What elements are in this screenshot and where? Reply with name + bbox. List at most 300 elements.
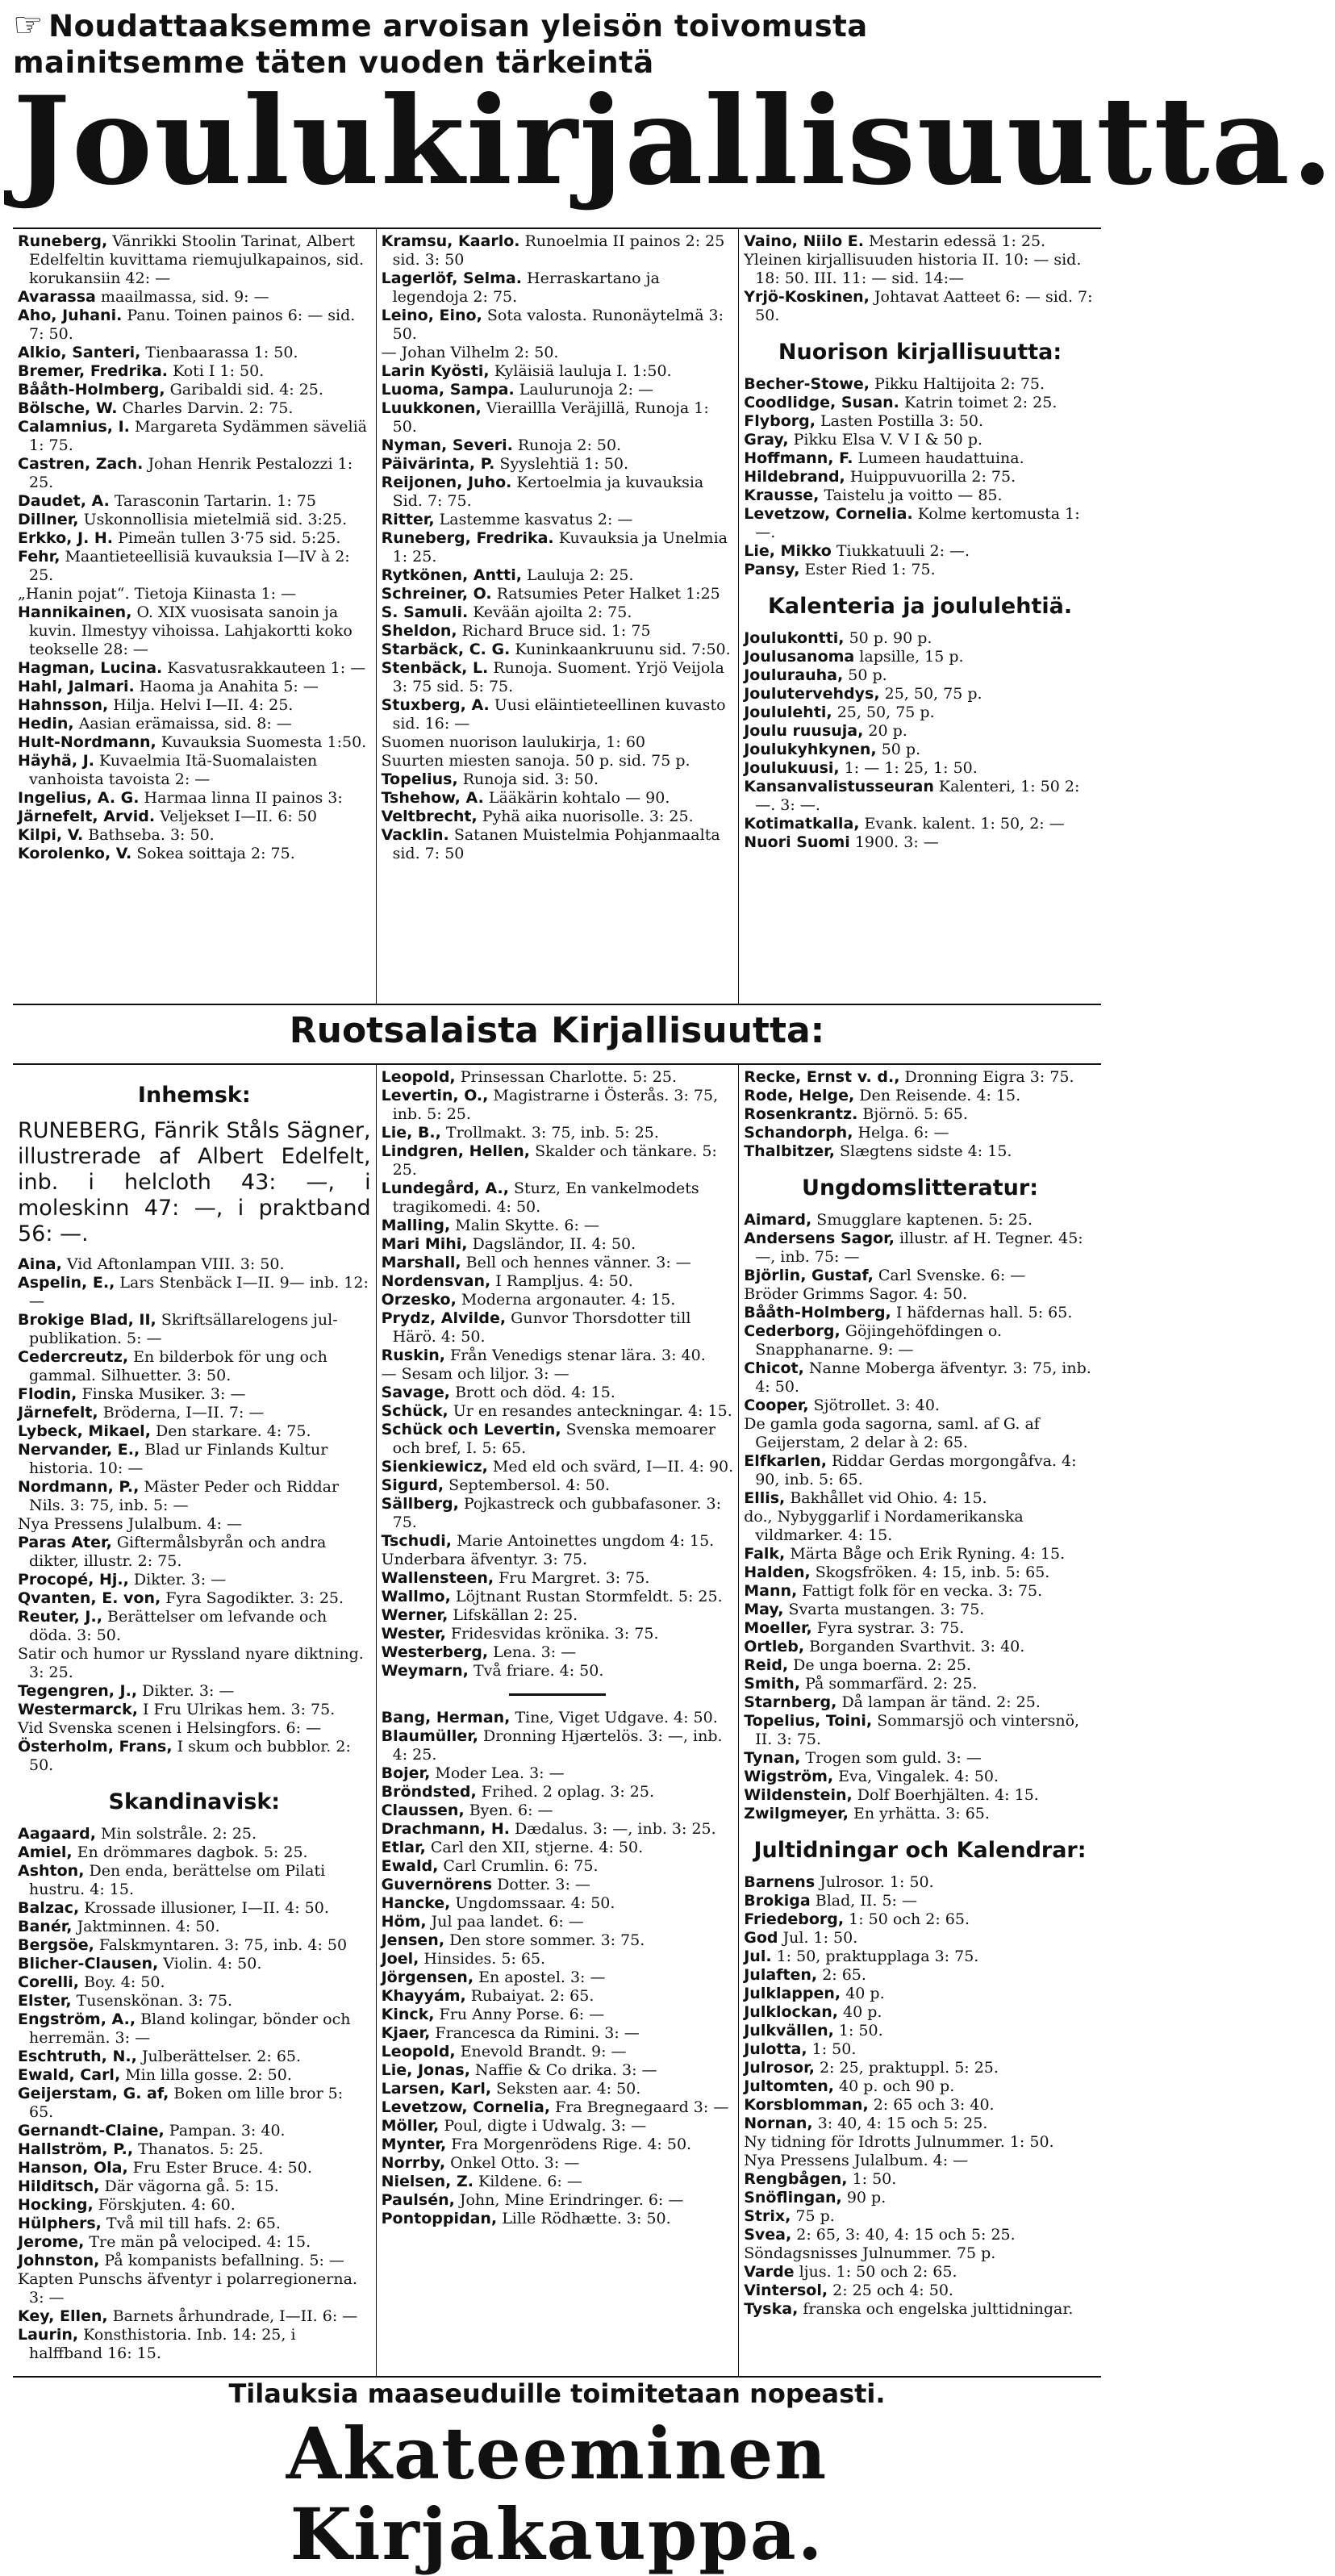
author-name: Hülphers, (18, 2215, 102, 2232)
entry-text: Bakhållet vid Ohio. 4: 15. (790, 1489, 987, 1507)
list-item (744, 2282, 1096, 2300)
entry-text: Ur en resandes anteckningar. 4: 15. (453, 1402, 732, 1420)
list-item (18, 826, 371, 845)
entry-text: Den Reisende. 4: 15. (859, 1087, 1021, 1104)
list-item (382, 1458, 734, 1476)
author-name: Drachmann, H. (381, 1820, 510, 1838)
author-name: Joulu ruusuja, (744, 722, 864, 740)
entry-text: Bröder Grimms Sagor. 4: 50. (744, 1285, 968, 1303)
entry-text: I skum och bubblor. 2: 50. (29, 1738, 351, 1774)
entry-text: Dædalus. 3: —, inb. 3: 25. (515, 1820, 716, 1838)
list-item (744, 1415, 1096, 1452)
list-item (744, 232, 1096, 251)
entry-text: Julberättelser. 2: 65. (141, 2048, 302, 2065)
author-name: Geijerstam, G. af, (18, 2085, 169, 2102)
entry-text: Sota valosta. Runonäytelmä 3: 50. (392, 307, 724, 343)
entry-text: Vid Aftonlampan VIII. 3: 50. (66, 1255, 285, 1273)
list-item (744, 703, 1096, 722)
author-name: Schandorph, (744, 1124, 853, 1142)
author-name: Hancke, (381, 1894, 451, 1912)
entry-text: Sjötrollet. 3: 40. (813, 1397, 940, 1414)
entry-text: Ester Ried 1: 75. (804, 561, 936, 578)
list-item (744, 1489, 1096, 1508)
entry-text: Blad, II. 5: — (815, 1892, 917, 1910)
list-item (382, 696, 734, 733)
list-item (744, 1105, 1096, 1124)
entry-text: Skalder och tänkare. 5: 25. (392, 1142, 717, 1179)
entry-text: Kildene. 6: — (478, 2173, 582, 2190)
entry-text: Bland kolingar, bönder och herremän. 3: — (29, 2010, 351, 2047)
list-item (382, 603, 734, 622)
author-name: Claussen, (381, 1802, 465, 1819)
list-item (744, 1508, 1096, 1545)
author-name: Yrjö-Koskinen, (744, 288, 870, 306)
list-item (744, 1892, 1096, 1910)
list-item (18, 1973, 371, 1992)
author-name: Aagaard, (18, 1825, 96, 1843)
youth-literature-list (744, 375, 1096, 579)
author-name: Tshehow, A. (381, 789, 484, 807)
entry-text: Fru Margret. 3: 75. (499, 1569, 650, 1587)
entry-text: Aasian erämaissa, sid. 8: — (78, 715, 292, 733)
entry-text: Den store sommer. 3: 75. (449, 1931, 645, 1949)
author-name: Runeberg, (18, 232, 108, 250)
author-name: Chicot, (744, 1359, 804, 1377)
author-name: Kramsu, Kaarlo. (381, 232, 520, 250)
list-item (744, 2152, 1096, 2170)
author-name: Hanson, Ola, (18, 2159, 128, 2177)
author-name: Ruskin, (381, 1346, 445, 1364)
youth-literature-heading: Nuorison kirjallisuutta: (778, 340, 1062, 365)
list-item (382, 641, 734, 659)
entry-text: 1: 50, praktupplaga 3: 75. (776, 1948, 979, 1965)
author-name: Gray, (744, 431, 789, 449)
list-item (382, 1625, 734, 1643)
list-item (382, 2136, 734, 2154)
entry-text: 50 p. (848, 666, 887, 684)
list-item (744, 2040, 1096, 2059)
author-name: Tegengren, J., (18, 1682, 138, 1700)
list-item (382, 1384, 734, 1402)
list-item (18, 1348, 371, 1385)
entry-text: Dikter. 3: — (142, 1682, 235, 1700)
author-name: Lie, B., (381, 1124, 441, 1142)
skandinavisk-list (18, 1825, 371, 2363)
entry-text: Violin. 4: 50. (163, 1955, 262, 1973)
list-item (18, 715, 371, 733)
entry-text: 2: 65. (822, 1966, 866, 1984)
author-name: Key, Ellen, (18, 2307, 108, 2325)
list-item (382, 2024, 734, 2043)
list-item (744, 468, 1096, 486)
list-item (382, 2061, 734, 2080)
list-item (744, 1966, 1096, 1985)
entry-text: — Sesam och liljor. 3: — (381, 1365, 569, 1383)
list-item (382, 1365, 734, 1384)
list-item (18, 399, 371, 418)
entry-text: Min lilla gosse. 2: 50. (125, 2066, 292, 2084)
list-item (18, 678, 371, 696)
author-name: Kjaer, (381, 2024, 431, 2042)
list-item (18, 1274, 371, 1311)
entry-text: lapsille, 15 p. (859, 648, 964, 666)
author-name: Krausse, (744, 486, 820, 504)
list-item (744, 1638, 1096, 1656)
list-item (18, 2010, 371, 2048)
list-item (382, 362, 734, 381)
author-name: Engström, A., (18, 2010, 136, 2028)
author-name: Topelius, (381, 770, 458, 788)
author-name: Paras Ater, (18, 1534, 112, 1551)
author-name: Ewald, (381, 1857, 439, 1875)
list-item (382, 566, 734, 585)
list-item (382, 474, 734, 511)
swedish-list-3 (744, 1068, 1096, 1161)
list-item (18, 2159, 371, 2177)
list-item (18, 2215, 371, 2233)
list-item (18, 1992, 371, 2010)
list-item (18, 1918, 371, 1936)
author-name: Jerome, (18, 2233, 85, 2251)
author-name: Wildenstein, (744, 1786, 853, 1804)
author-name: Cooper, (744, 1397, 809, 1414)
list-item (382, 1569, 734, 1588)
entry-text: I häfdernas hall. 5: 65. (895, 1304, 1073, 1321)
author-name: Häyhä, J. (18, 752, 94, 770)
author-name: Aina, (18, 1255, 62, 1273)
entry-text: Dronning Hjærtelös. 3: —, inb. 4: 25. (392, 1727, 723, 1764)
entry-text: Sturz, En vankelmodets tragikomedi. 4: 50. (392, 1179, 699, 1216)
list-item (744, 833, 1096, 852)
author-name: Lundegård, A., (381, 1179, 509, 1197)
entry-text: Veljekset I—II. 6: 50 (160, 808, 318, 825)
entry-text: Runoja sid. 3: 50. (462, 770, 599, 788)
list-item (382, 2080, 734, 2098)
entry-text: Suomen nuorison laulukirja, 1: 60 (381, 733, 646, 751)
list-item (382, 1254, 734, 1272)
author-name: Gernandt-Claine, (18, 2122, 165, 2140)
author-name: Blicher-Clausen, (18, 1955, 159, 1973)
list-item (744, 505, 1096, 542)
list-item (18, 1311, 371, 1348)
entry-text: Sommarsjö och vintersnö, II. 3: 75. (755, 1712, 1080, 1748)
entry-text: En apostel. 3: — (478, 1969, 606, 1986)
youth-literature-sv-heading: Ungdomslitteratur: (802, 1175, 1038, 1200)
list-item (382, 269, 734, 307)
entry-text: 1: — 1: 25, 1: 50. (844, 759, 978, 777)
entry-text: Kyläisiä lauluja I. 1:50. (494, 362, 672, 380)
list-item (744, 412, 1096, 431)
list-item (744, 394, 1096, 412)
entry-text: Carl Svenske. 6: — (878, 1267, 1026, 1284)
entry-text: Eva, Vingalek. 4: 50. (838, 1768, 999, 1785)
runeberg-feature: RUNEBERG, Fänrik Ståls Sägner, illustrerade af Albert Edelfelt, inb. i helcloth 43: —, i moleskinn 47: —, i praktband 56: —. (18, 1118, 371, 1246)
author-name: Levetzow, Cornelia, (381, 2098, 551, 2116)
author-name: Etlar, (381, 1839, 426, 1856)
author-name: Starbäck, C. G. (381, 641, 511, 658)
entry-text: Kuvauksia Suomesta 1:50. (161, 733, 367, 751)
author-name: Dillner, (18, 511, 79, 528)
entry-text: Marie Antoinettes ungdom 4: 15. (457, 1532, 715, 1550)
list-item (18, 529, 371, 548)
list-item (382, 1309, 734, 1346)
swedish-list-2 (382, 1068, 734, 1680)
entry-text: Huippuvuorilla 2: 75. (849, 468, 1016, 486)
entry-text: Boken om lille bror 5: 65. (29, 2085, 344, 2121)
author-name: Weymarn, (381, 1662, 469, 1680)
author-name: Julklockan, (744, 2003, 838, 2021)
author-name: Ellis, (744, 1489, 786, 1507)
list-item (744, 2189, 1096, 2207)
entry-text: O. XIX vuosisata sanoin ja kuvin. Ilmestyy vihoissa. Lahjakortti koko teokselle 28: — (29, 603, 353, 658)
entry-text: Söndagsnisses Julnummer. 75 p. (744, 2244, 996, 2262)
entry-text: Richard Bruce sid. 1: 75 (461, 622, 651, 640)
entry-text: Seksten aar. 4: 50. (496, 2080, 641, 2098)
entry-text: Pyhä aika nuorisolle. 3: 25. (482, 808, 694, 825)
entry-text: Tarasconin Tartarin. 1: 75 (114, 492, 316, 510)
author-name: Veltbrecht, (381, 808, 478, 825)
entry-text: Lumeen haudattuina. (857, 449, 1024, 467)
entry-text: Förskjuten. 4: 60. (98, 2196, 236, 2214)
author-name: Pontoppidan, (381, 2210, 498, 2227)
list-item (382, 1931, 734, 1950)
author-name: Järnefelt, (18, 1404, 98, 1422)
list-item (744, 486, 1096, 505)
swedish-literature-heading: Ruotsalaista Kirjallisuutta: (13, 1004, 1101, 1063)
list-item (18, 232, 371, 288)
author-name: Schreiner, O. (381, 585, 492, 603)
author-name: Järnefelt, Arvid. (18, 808, 156, 825)
author-name: Smith, (744, 1675, 801, 1693)
entry-text: Lars Stenbäck I—II. 9— inb. 12: — (29, 1274, 369, 1310)
list-item (382, 1820, 734, 1839)
author-name: Flyborg, (744, 412, 816, 430)
list-item (382, 1969, 734, 1987)
author-name: Leopold, (381, 1068, 456, 1086)
list-item (744, 759, 1096, 778)
list-item (18, 1441, 371, 1478)
entry-text: Jaktminnen. 4: 50. (77, 1918, 220, 1935)
author-name: Julkvällen, (744, 2022, 834, 2040)
entry-text: Kolme kertomusta 1: —. (755, 505, 1080, 541)
author-name: Sällberg, (381, 1495, 459, 1513)
list-item (18, 492, 371, 511)
list-item (382, 1068, 734, 1087)
entry-text: Fru Ester Bruce. 4: 50. (132, 2159, 312, 2177)
list-item (744, 1545, 1096, 1564)
list-item (744, 1693, 1096, 1712)
entry-text: Harmaa linna II painos 3: (144, 789, 343, 807)
entry-text: Moder Lea. 3: — (435, 1764, 565, 1782)
list-item (744, 1675, 1096, 1693)
list-item (18, 2196, 371, 2215)
author-name: Nyman, Severi. (381, 436, 513, 454)
list-item (744, 629, 1096, 648)
entry-text: Fattigt folk för en vecka. 3: 75. (802, 1582, 1043, 1600)
finnish-column-3-list (744, 232, 1096, 325)
list-item (382, 1913, 734, 1931)
author-name: Aimard, (744, 1211, 812, 1229)
list-item (744, 1068, 1096, 1087)
author-name: Brokiga (744, 1892, 811, 1910)
entry-text: Riddar Gerdas morgongåfva. 4: 90, inb. 5: 65. (755, 1452, 1077, 1488)
author-name: Julotta, (744, 2040, 807, 2058)
author-name: Hannikainen, (18, 603, 132, 621)
list-item (18, 1843, 371, 1862)
entry-text: Från Venedigs stenar lära. 3: 40. (450, 1346, 706, 1364)
author-name: Rytkönen, Antti, (381, 566, 522, 584)
list-item (744, 1873, 1096, 1892)
entry-text: 1: 50. (852, 2170, 897, 2188)
list-item (382, 1179, 734, 1217)
author-name: Tynan, (744, 1749, 801, 1767)
author-name: Becher-Stowe, (744, 375, 870, 393)
author-name: May, (744, 1601, 784, 1618)
entry-text: Uusi eläintieteellinen kuvasto sid. 16: — (392, 696, 726, 733)
entry-text: Den enda, berättelse om Pilati hustru. 4: 15. (29, 1862, 326, 1898)
list-item (18, 2326, 371, 2363)
entry-text: Pimeän tullen 3·75 sid. 5:25. (118, 529, 341, 547)
author-name: Marshall, (381, 1254, 461, 1271)
entry-text: Borganden Svarthvit. 3: 40. (809, 1638, 1025, 1655)
list-item (18, 659, 371, 678)
author-name: Qvanten, E. von, (18, 1589, 161, 1607)
list-item (382, 1894, 734, 1913)
entry-text: Kertoelmia ja kuvauksia Sid. 7: 75. (392, 474, 704, 510)
list-item (744, 648, 1096, 666)
entry-text: Koti I 1: 50. (173, 362, 265, 380)
list-item (744, 1359, 1096, 1397)
author-name: Blaumüller, (381, 1727, 478, 1745)
author-name: Lie, Jonas, (381, 2061, 470, 2079)
author-name: Tschudi, (381, 1532, 453, 1550)
author-name: Larsen, Karl, (381, 2080, 492, 2098)
entry-text: Kalenteri, 1: 50 2: —. 3: —. (755, 778, 1080, 814)
entry-text: Tiukkatuuli 2: —. (836, 542, 970, 560)
list-item (382, 1235, 734, 1254)
list-item (744, 2022, 1096, 2040)
author-name: Hoffmann, F. (744, 449, 853, 467)
swedish-column-3 (738, 1065, 1101, 2376)
list-item (382, 1124, 734, 1142)
entry-text: Fra Bregnegaard 3: — (555, 2098, 729, 2116)
entry-text: Min solstråle. 2: 25. (101, 1825, 257, 1843)
entry-text: 40 p. och 90 p. (839, 2077, 955, 2095)
author-name: Werner, (381, 1606, 448, 1624)
list-item (744, 1910, 1096, 1929)
list-item (382, 1346, 734, 1365)
list-item (382, 789, 734, 808)
list-item (382, 2098, 734, 2117)
author-name: Ritter, (381, 511, 435, 528)
author-name: Bergsöe, (18, 1936, 94, 1954)
entry-text: Kuninkaankruunu sid. 7:50. (515, 641, 731, 658)
list-item (18, 511, 371, 529)
list-item (18, 1899, 371, 1918)
entry-text: Ny tidning för Idrotts Julnummer. 1: 50. (744, 2133, 1054, 2151)
list-item (18, 2085, 371, 2122)
list-item (382, 1643, 734, 1662)
entry-text: 1: 50. (838, 2022, 883, 2040)
list-item (18, 288, 371, 307)
author-name: Ashton, (18, 1862, 85, 1880)
entry-text: Gunvor Thorsdotter till Härö. 4: 50. (392, 1309, 691, 1346)
author-name: Schück och Levertin, (381, 1421, 561, 1438)
entry-text: Thanatos. 5: 25. (138, 2140, 264, 2158)
author-name: Prydz, Alvilde, (381, 1309, 507, 1327)
entry-text: Björnö. 5: 65. (862, 1105, 968, 1123)
list-item (382, 752, 734, 770)
list-item (744, 1985, 1096, 2003)
author-name: Zwilgmeyer, (744, 1805, 849, 1822)
author-name: Lagerlöf, Selma. (381, 269, 522, 287)
list-item (744, 2077, 1096, 2096)
author-name: Bölsche, W. (18, 399, 118, 417)
entry-text: Svenska memoarer och bref, I. 5: 65. (392, 1421, 715, 1457)
list-item (382, 2173, 734, 2191)
entry-text: franska och engelska julttidningar. (803, 2300, 1074, 2318)
list-item (744, 542, 1096, 561)
entry-text: Tusenskönan. 3: 75. (76, 1992, 233, 2010)
list-item (744, 2170, 1096, 2189)
entry-text: Laulurunoja 2: — (519, 381, 654, 399)
list-item (744, 1304, 1096, 1322)
author-name: Hult-Nordmann, (18, 733, 156, 751)
entry-text: Pampan. 3: 40. (169, 2122, 286, 2140)
author-name: Reid, (744, 1656, 789, 1674)
entry-text: Sokea soittaja 2: 75. (136, 845, 295, 862)
author-name: Reuter, J., (18, 1608, 102, 1626)
entry-text: Lasten Postilla 3: 50. (820, 412, 984, 430)
author-name: Vintersol, (744, 2282, 828, 2299)
list-item (744, 2207, 1096, 2226)
list-item (744, 1087, 1096, 1105)
entry-text: Suurten miesten sanoja. 50 p. sid. 75 p. (381, 752, 690, 770)
author-name: Halden, (744, 1564, 811, 1581)
list-item (382, 1987, 734, 2006)
author-name: Hagman, Lucina. (18, 659, 163, 677)
author-name: Sigurd, (381, 1476, 444, 1494)
entry-text: En bilderbok för ung och gammal. Silhuetter. 3: 50. (29, 1348, 327, 1384)
list-item (744, 1142, 1096, 1161)
skandinavisk-heading: Skandinavisk: (108, 1789, 281, 1814)
list-item (744, 666, 1096, 685)
entry-text: Då lampan är tänd. 2: 25. (841, 1693, 1041, 1711)
entry-text: Pikku Elsa V. V I & 50 p. (793, 431, 982, 449)
entry-text: Taistelu ja voitto — 85. (824, 486, 1003, 504)
list-item (744, 1230, 1096, 1267)
list-item (18, 2048, 371, 2066)
author-name: Vacklin. (381, 826, 449, 844)
list-item (382, 733, 734, 752)
list-item (18, 1571, 371, 1589)
author-name: Hilditsch, (18, 2177, 100, 2195)
finnish-column-1 (13, 229, 376, 1004)
list-item (18, 1719, 371, 1738)
list-item (744, 685, 1096, 703)
list-item (382, 1588, 734, 1606)
list-item (744, 1786, 1096, 1805)
list-item (18, 1738, 371, 1775)
author-name: Avarassa (18, 288, 96, 306)
author-name: Kinck, (381, 2006, 435, 2023)
author-name: Kansanvalistusseuran (744, 778, 934, 795)
author-name: Bojer, (381, 1764, 431, 1782)
list-item (18, 1534, 371, 1571)
list-item (18, 344, 371, 362)
entry-text: Krossade illusioner, I—II. 4: 50. (84, 1899, 329, 1917)
entry-text: Uskonnollisia mietelmiä sid. 3:25. (83, 511, 348, 528)
